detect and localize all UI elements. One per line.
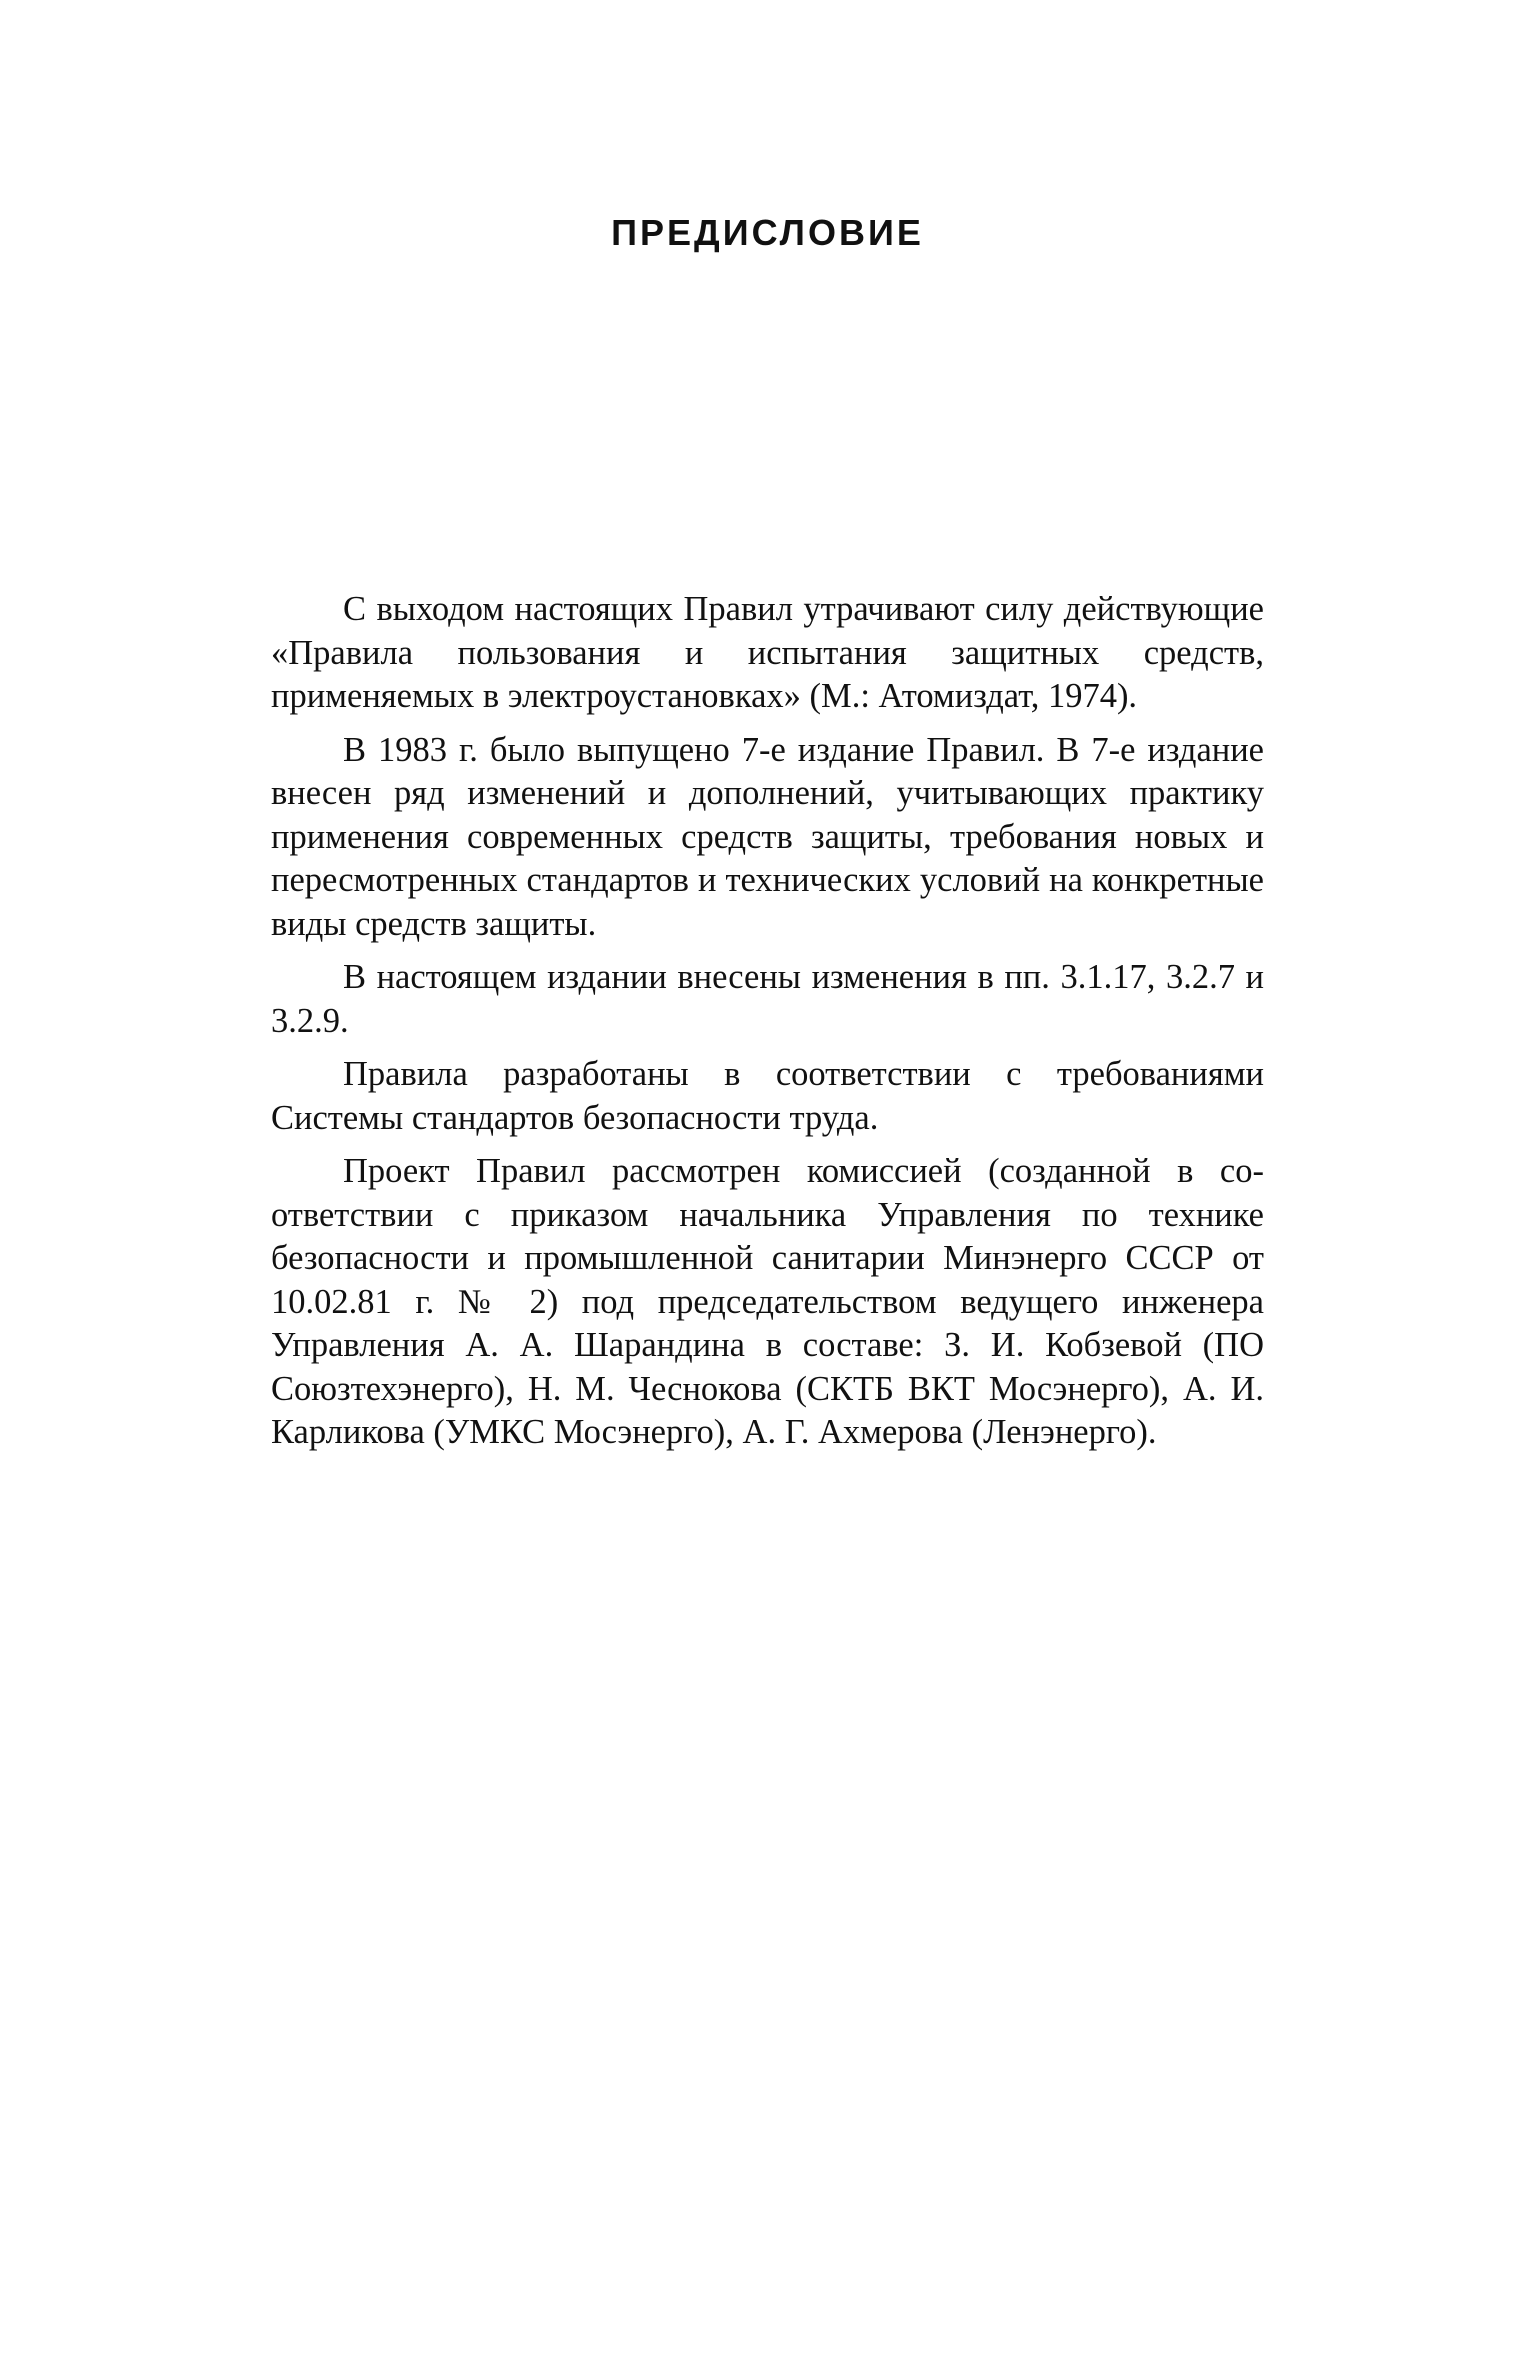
page-title: ПРЕДИСЛОВИЕ: [611, 212, 924, 253]
paragraph-3: В настоящем издании внесены изменения в пп. 3.1.17, 3.2.7 и 3.2.9.: [271, 958, 1264, 1040]
paragraph-2: В 1983 г. было выпущено 7-е издание Правил. В 7-е издание внесен ряд изменений и дополнений, учитывающих практику применения современных средств защиты, требования новых и пересмотренных стандартов и технических условий на конкретные виды средств защиты.: [271, 730, 1264, 943]
preface-body: [271, 588, 1264, 1455]
paragraph-5: Проект Правил рассмотрен комиссией (созданной в соответствии с приказом начальника Управления по технике безопасности и промышленной санитарии Минэнерго СССР от 10.02.81 г. № 2) под председательством ведущего инженера Управления А. А. Шарандина в составе: З. И. Кобзевой (ПО Союзтехэнерго), Н. М. Чеснокова (СКТБ ВКТ Мосэнерго), А. И. Карликова (УМКС Мосэнерго), А. Г. Ахмерова (Ленэнерго).: [271, 1152, 1264, 1451]
paragraph-4: Правила разработаны в соответствии с требованиями Системы стандартов безопасности труда.: [271, 1055, 1264, 1137]
paragraph-1: С выходом настоящих Правил утрачивают силу действующие «Правила пользования и испытания защитных средств, применяемых в электроустановках» (М.: Атомиздат, 1974).: [271, 590, 1264, 715]
